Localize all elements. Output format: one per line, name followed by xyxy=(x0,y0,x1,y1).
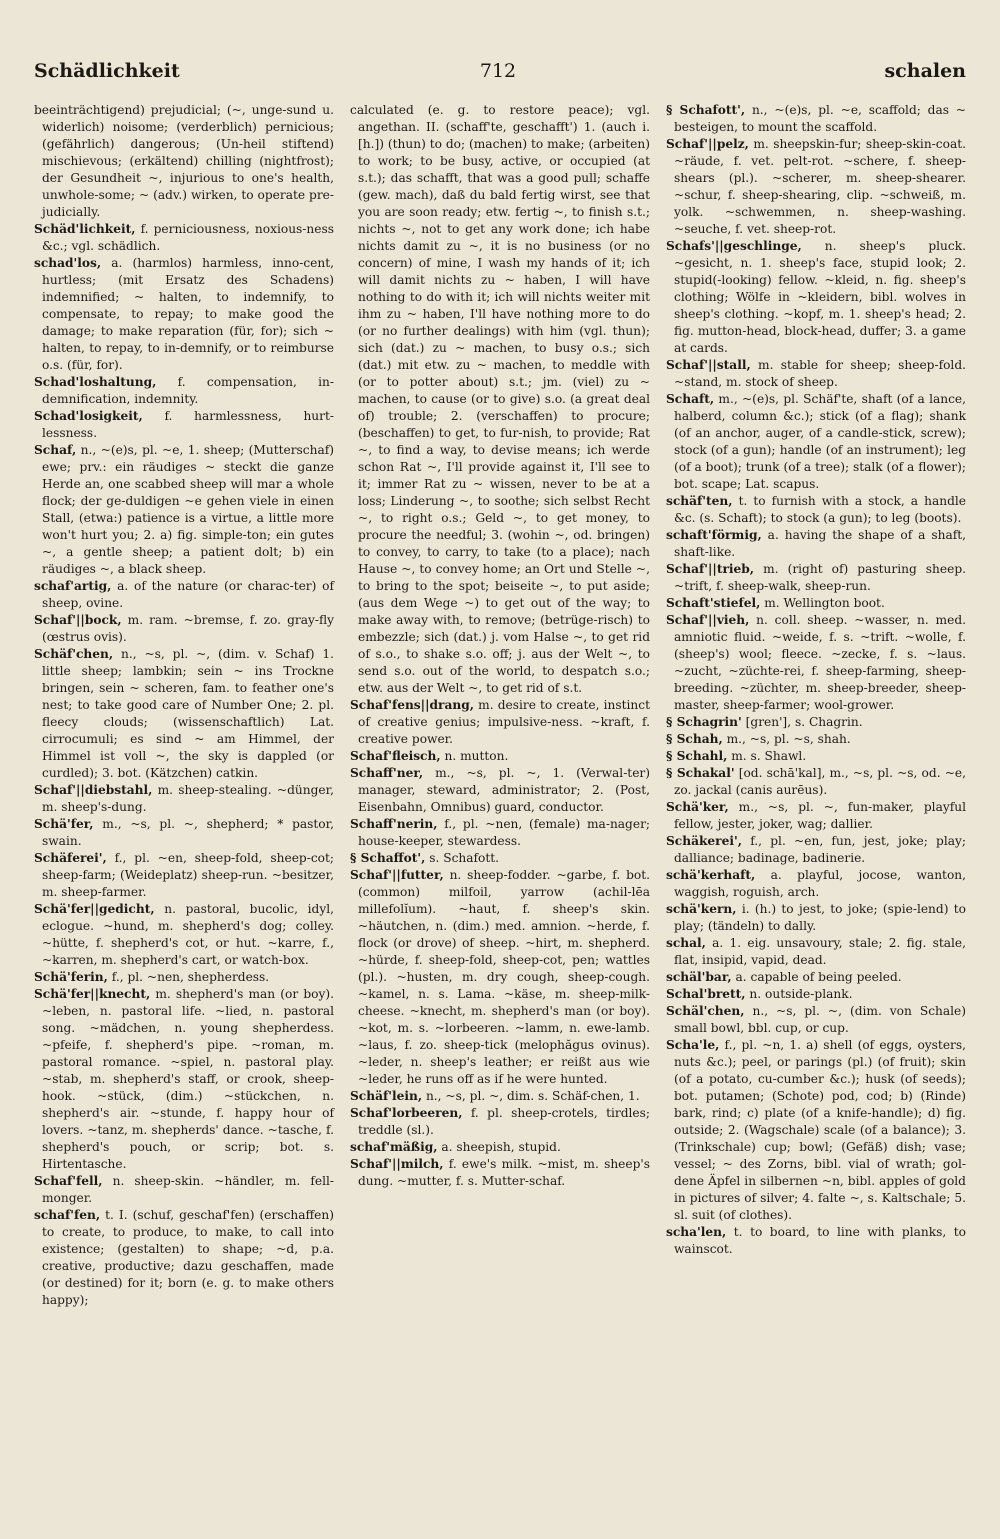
entry-headword: Schal'brett, xyxy=(666,987,746,1001)
entry-headword: Schaf'||trieb, xyxy=(666,562,755,576)
entry-text: m. shepherd's man (or boy). ~leben, n. pastoral life. ~lied, n. pastoral song. ~mädchen, n. young shepherdess. ~pfeife, f. shepherd's pipe. ~roman, m. pastoral romance. ~spiel, n. pastoral play. ~stab, m. shepherd's staff, or crook, sheep-hook. ~stück, (dim.) ~stückchen, n. shepherd's air. ~stunde, f. happy hour of lovers. ~tanz, m. shepherds' dance. ~tasche, f. shepherd's pouch, or scrip; bot. s. Hirtentasche. xyxy=(42,987,334,1171)
entry-text: beeinträchtigend) prejudicial; (~, unge-sund u. widerlich) noisome; (verderblich) pernicious; (gefährlich) dangerous; (Un-heil stiftend) mischievous; (erkältend) chilling (nightfrost); der Gesundheit ~, injurious to one's health, unwhole-some; ~ (adv.) wirken, to operate pre-judicially. xyxy=(34,103,334,219)
column-middle xyxy=(350,102,650,1190)
entry-headword: Schaft'stiefel, xyxy=(666,596,761,610)
entry-text: t. to board, to line with planks, to wainscot. xyxy=(674,1225,967,1256)
dictionary-entry xyxy=(34,986,334,1173)
dictionary-entry xyxy=(34,646,334,782)
entry-headword: Schaf'||bock, xyxy=(34,613,122,627)
entry-text: calculated (e. g. to restore peace); vgl. angethan. II. (schaff'te, geschafft') 1. (auch i. [h.]) (thun) to do; (machen) to make; (arbeiten) to work; to be busy, active, or occupied (at s.t.); das schafft, that was a good pull; schaffe (gew. mach), daß du bald fertig wirst, see that you are soon ready; etw. fertig ~, to finish s.t.; nichts ~, not to get any work done; ich habe nichts damit zu ~, it is no business (or no concern) of mine, I wash my hands of it; ich will damit nichts zu ~ haben, I will have nothing to do with it; ich will nichts weiter mit ihm zu ~ haben, I'll have nothing more to do (or no further dealings) with him (vgl. thun); sich (dat.) zu ~ machen, to busy o.s.; sich (dat.) mit etw. zu ~ machen, to meddle with (or to potter about) s.t.; jm. (viel) zu ~ machen, to cause (or to give) s.o. (a great deal of) trouble; 2. (verschaffen) to procure; (beschaffen) to get, to fur-nish, to provide; Rat ~, to find a way, to devise means; ich werde schon Rat ~, I'll provide against it, I'll see to it; immer Rat zu ~ wissen, never to be at a loss; Linderung ~, to soothe; sich selbst Recht ~, to right o.s.; Geld ~, to get money, to procure the needful; 3. (wohin ~, od. bringen) to convey, to carry, to take (to a place); nach Hause ~, to convey home; an Ort und Stelle ~, to bring to the spot; beiseite ~, to put aside; (aus dem Wege ~) to get out of the way; to make away with, to remove; (betrüge-risch) to embezzle; sich (dat.) j. vom Halse ~, to get rid of s.o., to shake s.o. off; j. aus der Welt ~, to send s.o. out of the world, to despatch s.o.; etw. aus der Welt ~, to get rid of s.t. xyxy=(350,103,650,695)
entry-text: n. pastoral, bucolic, idyl, eclogue. ~hund, m. shepherd's dog; colley. ~hütte, f. shepherd's cot, or hut. ~karre, f., ~karren, m. shepherd's cart, or watch-box. xyxy=(42,902,334,967)
entry-headword: schad'los, xyxy=(34,256,102,270)
entry-headword: Schafs'||geschlinge, xyxy=(666,239,802,253)
dictionary-entry xyxy=(666,102,966,136)
entry-headword: schaf'fen, xyxy=(34,1208,101,1222)
dictionary-entry xyxy=(34,1173,334,1207)
entry-text: n., ~(e)s, pl. ~e, scaffold; das ~ besteigen, to mount the scaffold. xyxy=(674,103,967,134)
dictionary-entry xyxy=(34,901,334,969)
entry-headword: schaf'mäßig, xyxy=(350,1140,438,1154)
entry-text: m. ram. ~bremse, f. zo. gray-fly (œstrus ovis). xyxy=(42,613,335,644)
dictionary-entry xyxy=(34,374,334,408)
entry-headword: schä'kern, xyxy=(666,902,737,916)
entry-headword: Schaf'||milch, xyxy=(350,1157,444,1171)
entry-headword: Schä'fer, xyxy=(34,817,94,831)
dictionary-entry xyxy=(666,969,966,986)
entry-text: i. (h.) to jest, to joke; (spie-lend) to play; (tändeln) to dally. xyxy=(674,902,967,933)
entry-headword: Schaf'lorbeeren, xyxy=(350,1106,463,1120)
entry-text: m., ~s, pl. ~, 1. (Verwal-ter) manager, steward, administrator; 2. (Post, Eisenbahn, Omnibus) guard, conductor. xyxy=(358,766,650,814)
dictionary-entry xyxy=(34,969,334,986)
entry-headword: § Schagrin' xyxy=(666,715,742,729)
entry-text: a. (harmlos) harmless, inno-cent, hurtless; (mit Ersatz des Schadens) indemnified; ~ halten, to indemnify, to compensate, to repay; to make good the damage; to make reparation (für, for); sich ~ halten, to repay, to in-demnify, or to reimburse o.s. (für, for). xyxy=(42,256,334,372)
entry-text: n., ~s, pl. ~, (dim. von Schale) small bowl, bbl. cup, or cup. xyxy=(674,1004,966,1035)
entry-text: t. to furnish with a stock, a handle &c. (s. Schaft); to stock (a gun); to leg (boots). xyxy=(674,494,966,525)
entry-headword: Schaf, xyxy=(34,443,77,457)
entry-text: n. sheep-skin. ~händler, m. fell-monger. xyxy=(42,1174,335,1205)
dictionary-entry xyxy=(666,527,966,561)
entry-text: f. ewe's milk. ~mist, m. sheep's dung. ~mutter, f. s. Mutter-schaf. xyxy=(358,1157,650,1188)
dictionary-entry xyxy=(666,731,966,748)
entry-headword: Schä'fer||gedicht, xyxy=(34,902,155,916)
dictionary-entry xyxy=(34,255,334,374)
entry-headword: Schä'ker, xyxy=(666,800,729,814)
entry-headword: Schäd'lichkeit, xyxy=(34,222,136,236)
dictionary-entry xyxy=(350,765,650,816)
dictionary-entry xyxy=(666,765,966,799)
entry-text: f., pl. ~n, 1. a) shell (of eggs, oysters, nuts &c.); peel, or parings (pl.) (of fruit); skin (of a potato, cu-cumber &c.); husk (of seeds); bot. putamen; (Schote) pod, cod; b) (Rinde) bark, rind; c) plate (of a knife-handle); d) fig. outside; 2. (Wagschale) scale (of a balance); 3. (Trinkschale) cup; bowl; (Gefäß) dish; vase; vessel; ~ des Zorns, bibl. vial of wrath; gol-dene Äpfel in silbernen ~n, bibl. apples of gold in pictures of silver; 4. falte ~, s. Kaltschale; 5. sl. suit (of clothes). xyxy=(674,1038,966,1222)
dictionary-entry xyxy=(666,391,966,493)
entry-text: m., ~s, pl. ~, fun-maker, playful fellow, jester, joker, wag; dallier. xyxy=(674,800,966,831)
entry-headword: Schä'fer||knecht, xyxy=(34,987,151,1001)
entry-headword: Schaf'||diebstahl, xyxy=(34,783,153,797)
entry-text: m. (right of) pasturing sheep. ~trift, f. sheep-walk, sheep-run. xyxy=(674,562,966,593)
entry-text: f. harmlessness, hurt-lessness. xyxy=(42,409,334,440)
entry-text: m., ~(e)s, pl. Schäf'te, shaft (of a lance, halberd, column &c.); stick (of a flag); shank (of an anchor, auger, of a candle-stick, screw); stock (of a gun); handle (of an instrument); leg (of a boot); trunk (of a tree); stalk (of a flower); bot. scape; Lat. scapus. xyxy=(674,392,966,491)
entry-text: a. playful, jocose, wanton, waggish, roguish, arch. xyxy=(674,868,967,899)
entry-headword: Schä'ferin, xyxy=(34,970,108,984)
entry-headword: Schaf'fleisch, xyxy=(350,749,441,763)
entry-headword: Schäf'chen, xyxy=(34,647,114,661)
entry-headword: § Schah, xyxy=(666,732,723,746)
entry-text: n. sheep-fodder. ~garbe, f. bot. (common) milfoil, yarrow (achil-lēa millefolĭum). ~haut, f. sheep's skin. ~häutchen, n. (dim.) med. amnion. ~herde, f. flock (or drove) of sheep. ~hirt, m. shepherd. ~hürde, f. sheep-fold, sheep-cot, pen; wattles (pl.). ~husten, m. dry cough, sheep-cough. ~kamel, n. s. Lama. ~käse, m. sheep-milk-cheese. ~knecht, m. shepherd's man (or boy). ~kot, m. s. ~lorbeeren. ~lamm, n. ewe-lamb. ~laus, f. zo. sheep-tick (melophăgus ovinus). ~leder, n. sheep's leather; er reißt aus wie ~leder, he runs off as if he were hunted. xyxy=(358,868,651,1086)
dictionary-entry xyxy=(666,561,966,595)
dictionary-entry xyxy=(350,102,650,697)
entry-text: a. sheepish, stupid. xyxy=(441,1140,561,1154)
dictionary-entry xyxy=(34,850,334,901)
entry-text: f., pl. ~en, sheep-fold, sheep-cot; sheep-farm; (Weideplatz) sheep-run. ~besitzer, m. sheep-farmer. xyxy=(42,851,334,899)
entry-headword: Schäferei', xyxy=(34,851,107,865)
entry-headword: Scha'le, xyxy=(666,1038,720,1052)
entry-headword: Schäf'lein, xyxy=(350,1089,423,1103)
entry-text: f. pl. sheep-crotels, tirdles; treddle (sl.). xyxy=(358,1106,650,1137)
entry-text: n., ~s, pl. ~, (dim. v. Schaf) 1. little sheep; lambkin; sein ~ ins Trockne bringen, sein ~ scheren, fam. to feather one's nest; to take good care of Number One; 2. pl. fleecy clouds; (wissenschaftlich) Lat. cirrocumuli; es sind ~ am Himmel, der Himmel ist voll ~, the sky is dappled (or curdled); 3. bot. (Kätzchen) catkin. xyxy=(42,647,334,780)
dictionary-entry xyxy=(34,1207,334,1309)
entry-text: t. I. (schuf, geschaf'fen) (erschaffen) to create, to produce, to make, to call into existence; (gestalten) to shape; ~d, p.a. creative, productive; dazu geschaffen, made (or destined) for it; born (e. g. to make others happy); xyxy=(42,1208,334,1307)
entry-headword: Schaf'||stall, xyxy=(666,358,751,372)
dictionary-entry xyxy=(666,1037,966,1224)
dictionary-entry xyxy=(666,867,966,901)
dictionary-entry xyxy=(666,714,966,731)
dictionary-entry xyxy=(666,935,966,969)
entry-headword: schaf'artig, xyxy=(34,579,112,593)
dictionary-entry xyxy=(350,850,650,867)
entry-text: s. Schafott. xyxy=(429,851,500,865)
entry-headword: Schaff'ner, xyxy=(350,766,424,780)
header-right-catchword: schalen xyxy=(884,60,966,82)
dictionary-entry xyxy=(350,1156,650,1190)
dictionary-entry xyxy=(34,612,334,646)
entry-text: m., ~s, pl. ~s, shah. xyxy=(726,732,851,746)
entry-headword: Schaf'||vieh, xyxy=(666,613,750,627)
dictionary-entry xyxy=(666,1003,966,1037)
entry-headword: Schaf'||futter, xyxy=(350,868,444,882)
entry-headword: Schaf'fens||drang, xyxy=(350,698,475,712)
dictionary-entry xyxy=(34,782,334,816)
dictionary-entry xyxy=(350,867,650,1088)
entry-text: n. sheep's pluck. ~gesicht, n. 1. sheep's face, stupid look; 2. stupid(-looking) fellow. ~kleid, n. fig. sheep's clothing; Wölfe in ~kleidern, bibl. wolves in sheep's clothing. ~kopf, m. 1. sheep's head; 2. fig. mutton-head, block-head, duffer; 3. a game at cards. xyxy=(674,239,966,355)
entry-text: m. s. Shawl. xyxy=(731,749,807,763)
entry-headword: § Schaffot', xyxy=(350,851,426,865)
column-left xyxy=(34,102,334,1309)
dictionary-entry xyxy=(350,1088,650,1105)
dictionary-entry xyxy=(34,816,334,850)
entry-text: a. having the shape of a shaft, shaft-like. xyxy=(674,528,967,559)
entry-text: m. sheep-stealing. ~dünger, m. sheep's-dung. xyxy=(42,783,334,814)
dictionary-entry xyxy=(34,442,334,578)
entry-text: n. outside-plank. xyxy=(749,987,853,1001)
entry-headword: Schaf'fell, xyxy=(34,1174,103,1188)
entry-text: a. capable of being peeled. xyxy=(735,970,902,984)
dictionary-entry xyxy=(350,748,650,765)
dictionary-entry xyxy=(666,901,966,935)
entry-headword: schaft'förmig, xyxy=(666,528,762,542)
entry-text: f., pl. ~nen, shepherdess. xyxy=(111,970,270,984)
entry-text: [od. schā'kal], m., ~s, pl. ~s, od. ~e, zo. jackal (canis aurēus). xyxy=(674,766,966,797)
entry-headword: schä'kerhaft, xyxy=(666,868,756,882)
entry-headword: Schaff'nerin, xyxy=(350,817,438,831)
entry-headword: Schad'losigkeit, xyxy=(34,409,143,423)
dictionary-entry xyxy=(350,816,650,850)
dictionary-entry xyxy=(666,799,966,833)
entry-headword: schäl'bar, xyxy=(666,970,732,984)
dictionary-entry xyxy=(34,221,334,255)
entry-headword: Schad'loshaltung, xyxy=(34,375,157,389)
entry-text: n., ~s, pl. ~, dim. s. Schäf-chen, 1. xyxy=(425,1089,640,1103)
entry-text: [gren'], s. Chagrin. xyxy=(745,715,863,729)
entry-headword: scha'len, xyxy=(666,1225,727,1239)
dictionary-entry xyxy=(666,493,966,527)
header-left-catchword: Schädlichkeit xyxy=(34,60,180,82)
entry-headword: Schaft, xyxy=(666,392,715,406)
entry-text: a. 1. eig. unsavoury, stale; 2. fig. stale, flat, insipid, vapid, dead. xyxy=(674,936,967,967)
page-number: 712 xyxy=(479,60,517,82)
dictionary-entry xyxy=(666,833,966,867)
dictionary-entry xyxy=(350,1139,650,1156)
dictionary-entry xyxy=(666,136,966,238)
entry-text: m., ~s, pl. ~, shepherd; * pastor, swain. xyxy=(42,817,335,848)
page-header xyxy=(30,60,966,90)
entry-text: n. mutton. xyxy=(444,749,509,763)
dictionary-entry xyxy=(666,986,966,1003)
entry-headword: schal, xyxy=(666,936,706,950)
entry-text: f. compensation, in-demnification, indemnity. xyxy=(42,375,335,406)
entry-text: n. coll. sheep. ~wasser, n. med. amniotic fluid. ~weide, f. s. ~trift. ~wolle, f. (sheep's) wool; fleece. ~zecke, f. s. ~laus. ~zucht, ~züchte-rei, f. sheep-farming, sheep-breeding. ~züchter, m. sheep-breeder, sheep-master, sheep-farmer; wool-grower. xyxy=(674,613,966,712)
dictionary-entry xyxy=(666,357,966,391)
entry-text: a. of the nature (or charac-ter) of sheep, ovine. xyxy=(42,579,334,610)
entry-headword: Schäkerei', xyxy=(666,834,742,848)
dictionary-entry xyxy=(34,408,334,442)
entry-text: m. stable for sheep; sheep-fold. ~stand, m. stock of sheep. xyxy=(674,358,966,389)
entry-headword: § Schahl, xyxy=(666,749,728,763)
dictionary-entry xyxy=(34,578,334,612)
entry-headword: Schaf'||pelz, xyxy=(666,137,749,151)
entry-text: n., ~(e)s, pl. ~e, 1. sheep; (Mutterschaf) ewe; prv.: ein räudiges ~ steckt die ganze Herde an, one scabbed sheep will mar a whole flock; der ge-duldigen ~e gehen viele in einen Stall, (etwa:) patience is a virtue, a little more won't hurt you; 2. a) fig. simple-ton; ein gutes ~, a gentle sheep; a patient dolt; b) ein räudiges ~, a black sheep. xyxy=(42,443,335,576)
entry-text: f., pl. ~nen, (female) ma-nager; house-keeper, stewardess. xyxy=(358,817,651,848)
entry-headword: schäf'ten, xyxy=(666,494,733,508)
entry-headword: § Schafott', xyxy=(666,103,746,117)
entry-text: m. Wellington boot. xyxy=(764,596,885,610)
entry-text: m. desire to create, instinct of creative genius; impulsive-ness. ~kraft, f. creative power. xyxy=(358,698,650,746)
entry-text: f. perniciousness, noxious-ness &c.; vgl. schädlich. xyxy=(42,222,334,253)
entry-headword: § Schakal' xyxy=(666,766,735,780)
dictionary-entry xyxy=(350,697,650,748)
dictionary-entry xyxy=(666,595,966,612)
column-right xyxy=(666,102,966,1258)
dictionary-entry xyxy=(666,238,966,357)
dictionary-entry xyxy=(34,102,334,221)
dictionary-entry xyxy=(666,612,966,714)
entry-text: m. sheepskin-fur; sheep-skin-coat. ~räude, f. vet. pelt-rot. ~schere, f. sheep-shears (pl.). ~scherer, m. sheep-shearer. ~schur, f. sheep-shearing, clip. ~schweiß, m. yolk. ~schwemmen, n. sheep-washing. ~seuche, f. vet. sheep-rot. xyxy=(674,137,966,236)
dictionary-entry xyxy=(350,1105,650,1139)
dictionary-entry xyxy=(666,1224,966,1258)
entry-text: f., pl. ~en, fun, jest, joke; play; dalliance; badinage, badinerie. xyxy=(674,834,967,865)
entry-headword: Schäl'chen, xyxy=(666,1004,745,1018)
dictionary-entry xyxy=(666,748,966,765)
